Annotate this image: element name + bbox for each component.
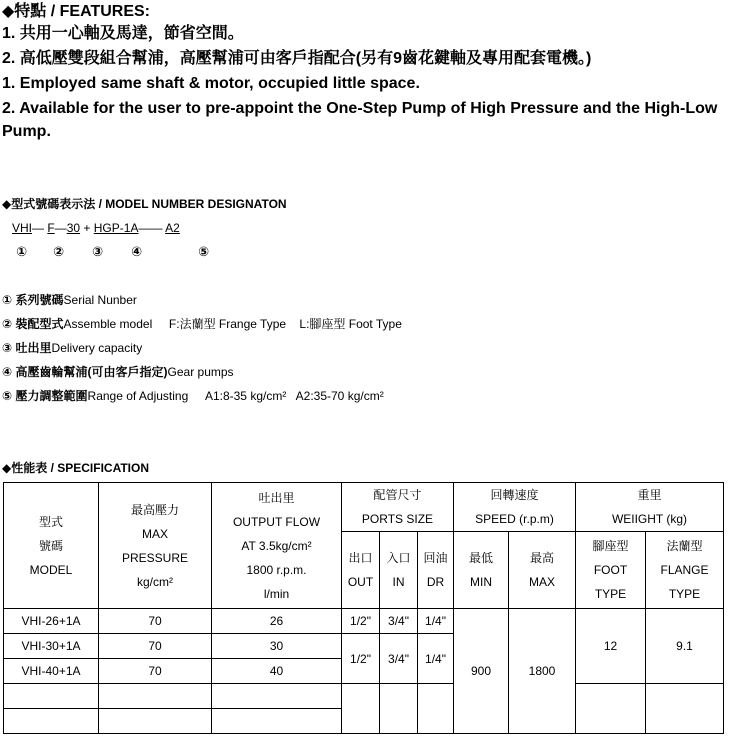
cell-weight-flange: 9.1: [646, 609, 724, 684]
cell-model: VHI-26+1A: [4, 609, 99, 634]
cell-out: 1/2": [342, 634, 380, 684]
model-circle-4: ④: [131, 244, 143, 259]
legend-en: Gear pumps: [167, 365, 234, 379]
header-dr: 回油 DR: [418, 532, 454, 609]
model-code: VHI— F—30 + HGP-1A—— A2: [12, 221, 180, 235]
model-circle-2: ②: [53, 244, 65, 259]
feature-line-zh-1: 1. 共用一心軸及馬達，節省空間。: [2, 25, 244, 42]
model-part-pressure: A2: [165, 221, 180, 235]
legend-zh: 吐出里: [15, 341, 52, 355]
model-heading: ◆型式號碼表示法 / MODEL NUMBER DESIGNATON: [2, 197, 287, 211]
cell-pressure: 70: [99, 609, 212, 634]
header-flange: 法蘭型 FLANGE TYPE: [646, 532, 724, 609]
feature-line-en-2a: 2. Available for the user to pre-appoint the One-Step Pump of High Pressure and the High-Low: [2, 100, 718, 117]
features-heading: ◆特點 / FEATURES:: [2, 3, 151, 20]
header-foot: 腳座型 FOOT TYPE: [576, 532, 646, 609]
legend-en: Serial Nunber: [63, 293, 137, 307]
cell-speed-min: 900: [454, 609, 509, 734]
legend-num: ①: [2, 293, 13, 307]
legend-extra: A1:8-35 kg/cm² A2:35-70 kg/cm²: [204, 389, 384, 403]
legend-item: [2, 364, 234, 380]
model-part-series: VHI: [12, 221, 33, 235]
legend-num: ②: [2, 317, 13, 331]
legend-num: ⑤: [2, 389, 13, 403]
legend-num: ③: [2, 341, 13, 355]
legend-en: Assemble model: [63, 317, 153, 331]
cell-pressure: 70: [99, 634, 212, 659]
header-in: 入口 IN: [380, 532, 418, 609]
legend-zh: 高壓齒輪幫浦(可由客戶指定): [15, 365, 168, 379]
header-max: 最高 MAX: [509, 532, 576, 609]
legend-item: [2, 388, 384, 404]
model-part-capacity: 30: [66, 221, 81, 235]
header-min: 最低 MIN: [454, 532, 509, 609]
model-circle-3: ③: [92, 244, 104, 259]
model-circle-5: ⑤: [198, 244, 210, 259]
legend-zh: 裝配型式: [15, 317, 64, 331]
model-part-assembly: F: [47, 221, 55, 235]
model-sep: —: [138, 221, 151, 235]
cell-in: 3/4": [380, 634, 418, 684]
feature-line-en-1: 1. Employed same shaft & motor, occupied little space.: [2, 75, 420, 92]
legend-en: Range of Adjusting: [87, 389, 189, 403]
header-weight: 重里 WEIIGHT (kg): [576, 483, 724, 532]
legend-en: Delivery capacity: [51, 341, 143, 355]
header-out: 出口 OUT: [342, 532, 380, 609]
model-sep: +: [83, 221, 91, 235]
cell-flow: 30: [212, 634, 342, 659]
table-row: [4, 609, 724, 634]
legend-item: [2, 340, 142, 356]
cell-flow: 40: [212, 659, 342, 684]
cell-speed-max: 1800: [509, 609, 576, 734]
legend-zh: 壓力調整範圍: [15, 389, 88, 403]
header-pressure: 最高壓力 MAX PRESSURE kg/cm²: [99, 483, 212, 609]
cell-weight-foot: 12: [576, 609, 646, 684]
header-ports: 配管尺寸 PORTS SIZE: [342, 483, 454, 532]
cell-dr: 1/4": [418, 634, 454, 684]
legend-extra: F:法蘭型 Frange Type L:腳座型 Foot Type: [168, 317, 402, 331]
legend-item: [2, 292, 137, 308]
cell-flow: 26: [212, 609, 342, 634]
table-row-empty: [4, 684, 724, 709]
header-speed: 回轉速度 SPEED (r.p.m): [454, 483, 576, 532]
legend-item: [2, 316, 402, 332]
header-model: 型式 號碼 MODEL: [4, 483, 99, 609]
model-circle-1: ①: [16, 244, 28, 259]
model-sep: —: [32, 221, 45, 235]
header-flow: 吐出里 OUTPUT FLOW AT 3.5kg/cm² 1800 r.p.m. l/min: [212, 483, 342, 609]
feature-line-zh-2: 2. 高低壓雙段組合幫浦，高壓幫浦可由客戶指配合(另有9齒花鍵軸及專用配套電機。): [2, 50, 592, 67]
model-part-gear-pump: HGP-1A: [93, 221, 139, 235]
legend-zh: 系列號碼: [15, 293, 64, 307]
cell-model: VHI-40+1A: [4, 659, 99, 684]
cell-model: VHI-30+1A: [4, 634, 99, 659]
cell-in: 3/4": [380, 609, 418, 634]
feature-line-en-2b: Pump.: [2, 123, 51, 140]
cell-pressure: 70: [99, 659, 212, 684]
spec-heading: ◆性能表 / SPECIFICATION: [2, 461, 150, 475]
model-sep: —: [54, 221, 67, 235]
cell-dr: 1/4": [418, 609, 454, 634]
spec-table: [3, 482, 724, 734]
cell-out: 1/2": [342, 609, 380, 634]
legend-num: ④: [2, 365, 13, 379]
